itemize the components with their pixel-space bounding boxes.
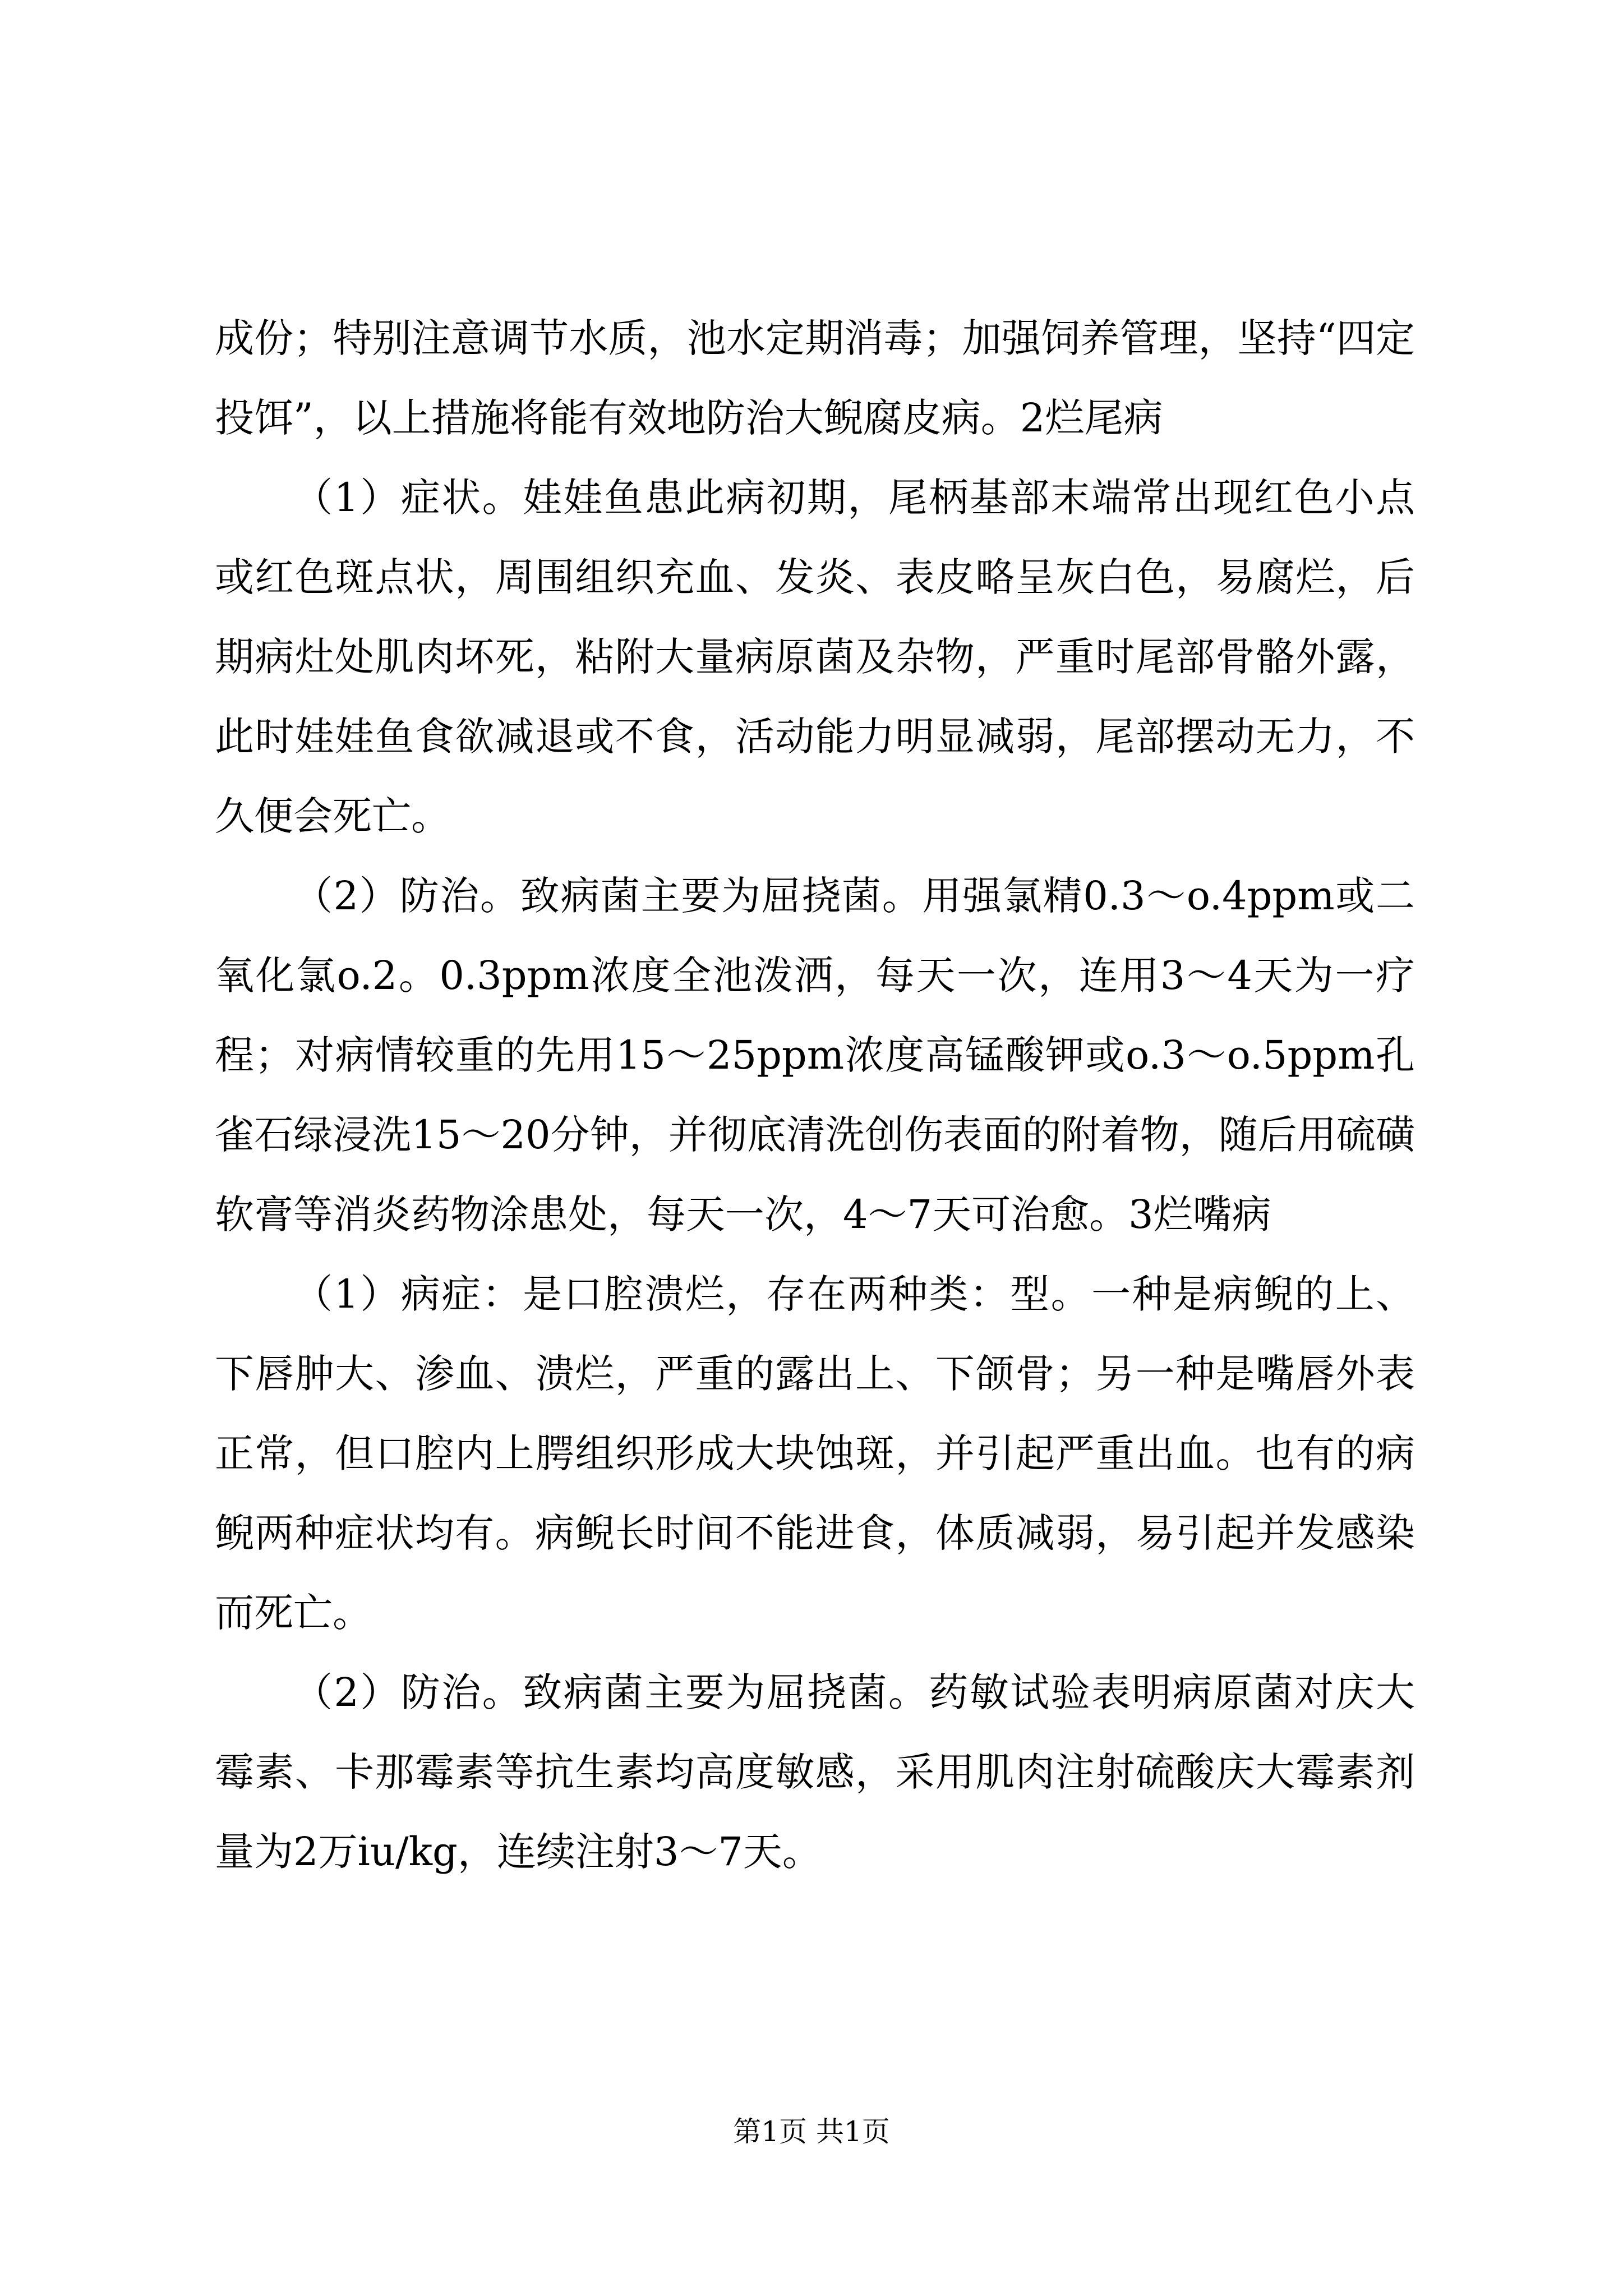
paragraph-4: （1）病症：是口腔溃烂，存在两种类：型。一种是病鲵的上、下唇肿大、渗血、溃烂，严重的露出上、下颌骨；另一种是嘴唇外表正常，但口腔内上腭组织形成大块蚀斑，并引起严重出血。也有的病鲵两种症状均有。病鲵长时间不能进食，体质减弱，易引起并发感染而死亡。 (215, 1271, 1415, 1636)
page-footer: 第1页 共1页 (733, 2115, 890, 2148)
document-body (215, 298, 1415, 1892)
paragraph-3: （2）防治。致病菌主要为屈挠菌。用强氯精0.3～o.4ppm或二氧化氯o.2。0.3ppm浓度全池泼洒，每天一次，连用3～4天为一疗程；对病情较重的先用15～25ppm浓度高锰酸钾或o.3～o.5ppm孔雀石绿浸洗15～20分钟，并彻底清洗创伤表面的附着物，随后用硫磺软膏等消炎药物涂患处，每天一次，4～7天可治愈。3烂嘴病 (215, 873, 1415, 1237)
paragraph-2: （1）症状。娃娃鱼患此病初期，尾柄基部末端常出现红色小点或红色斑点状，周围组织充血、发炎、表皮略呈灰白色，易腐烂，后期病灶处肌肉坏死，粘附大量病原菌及杂物，严重时尾部骨骼外露，此时娃娃鱼食欲减退或不食，活动能力明显减弱，尾部摆动无力，不久便会死亡。 (215, 475, 1415, 839)
paragraph-5: （2）防治。致病菌主要为屈挠菌。药敏试验表明病原菌对庆大霉素、卡那霉素等抗生素均高度敏感，采用肌肉注射硫酸庆大霉素剂量为2万iu/kg，连续注射3～7天。 (215, 1669, 1415, 1875)
paragraph-1: 成份；特别注意调节水质，池水定期消毒；加强饲养管理，坚持“四定投饵”，以上措施将能有效地防治大鲵腐皮病。2烂尾病 (215, 315, 1415, 441)
